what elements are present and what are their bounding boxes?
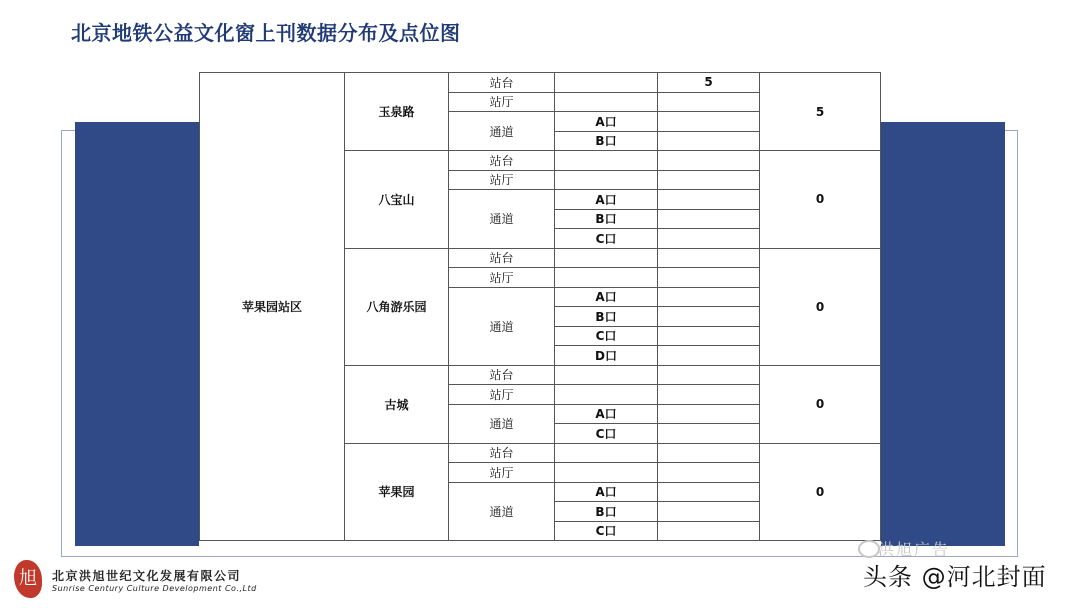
sub-location: 站厅 (449, 170, 555, 190)
exit-label (555, 151, 658, 171)
sub-location: 站厅 (449, 268, 555, 288)
count-cell (658, 424, 760, 444)
exit-label: B口 (555, 502, 658, 522)
station-total: 0 (760, 151, 881, 249)
station-total: 0 (760, 365, 881, 443)
station-name: 八宝山 (345, 151, 449, 249)
left-blue-band (75, 122, 199, 546)
exit-label: B口 (555, 307, 658, 327)
company-logo (14, 560, 304, 600)
sub-location: 站台 (449, 443, 555, 463)
sub-location: 通道 (449, 190, 555, 249)
exit-label (555, 92, 658, 112)
sub-location: 站台 (449, 365, 555, 385)
sub-location: 站厅 (449, 92, 555, 112)
sub-location: 通道 (449, 404, 555, 443)
sub-location: 站台 (449, 151, 555, 171)
station-name: 古城 (345, 365, 449, 443)
sub-location: 通道 (449, 482, 555, 541)
count-cell (658, 365, 760, 385)
exit-label (555, 443, 658, 463)
count-cell (658, 248, 760, 268)
sub-location: 站台 (449, 248, 555, 268)
right-blue-band (881, 122, 1005, 546)
count-cell (658, 385, 760, 405)
exit-label: A口 (555, 112, 658, 132)
count-cell: 5 (658, 73, 760, 93)
count-cell (658, 502, 760, 522)
count-cell (658, 346, 760, 366)
exit-label (555, 268, 658, 288)
exit-label (555, 170, 658, 190)
exit-label: C口 (555, 229, 658, 249)
count-cell (658, 287, 760, 307)
count-cell (658, 112, 760, 132)
logo-mark-icon: 旭 (14, 560, 42, 598)
page-title: 北京地铁公益文化窗上刊数据分布及点位图 (71, 21, 461, 45)
exit-label: A口 (555, 190, 658, 210)
count-cell (658, 151, 760, 171)
station-total: 0 (760, 443, 881, 541)
sub-location: 站台 (449, 73, 555, 93)
sub-location: 站厅 (449, 385, 555, 405)
count-cell (658, 307, 760, 327)
area-name: 苹果园站区 (200, 73, 345, 541)
count-cell (658, 463, 760, 483)
station-name: 苹果园 (345, 443, 449, 541)
exit-label: A口 (555, 287, 658, 307)
exit-label: C口 (555, 326, 658, 346)
count-cell (658, 229, 760, 249)
count-cell (658, 92, 760, 112)
exit-label (555, 73, 658, 93)
exit-label: A口 (555, 404, 658, 424)
company-name-en: Sunrise Century Culture Development Co.,Ltd (52, 584, 257, 593)
count-cell (658, 170, 760, 190)
station-total: 5 (760, 73, 881, 151)
exit-label: B口 (555, 131, 658, 151)
table-row (200, 73, 881, 93)
exit-label (555, 463, 658, 483)
exit-label: D口 (555, 346, 658, 366)
count-cell (658, 521, 760, 541)
count-cell (658, 268, 760, 288)
sub-location: 站厅 (449, 463, 555, 483)
count-cell (658, 131, 760, 151)
count-cell (658, 190, 760, 210)
exit-label: C口 (555, 521, 658, 541)
exit-label (555, 385, 658, 405)
exit-label: A口 (555, 482, 658, 502)
company-name-cn: 北京洪旭世纪文化发展有限公司 (52, 569, 242, 583)
station-name: 八角游乐园 (345, 248, 449, 365)
exit-label (555, 365, 658, 385)
station-name: 玉泉路 (345, 73, 449, 151)
count-cell (658, 482, 760, 502)
count-cell (658, 443, 760, 463)
data-table (199, 72, 881, 541)
count-cell (658, 326, 760, 346)
source-credit: 头条 @河北封面 (863, 563, 1047, 591)
sub-location: 通道 (449, 287, 555, 365)
count-cell (658, 209, 760, 229)
sub-location: 通道 (449, 112, 555, 151)
count-cell (658, 404, 760, 424)
watermark-text: 洪旭广告 (878, 540, 951, 559)
wechat-icon (858, 540, 880, 558)
exit-label (555, 248, 658, 268)
exit-label: B口 (555, 209, 658, 229)
exit-label: C口 (555, 424, 658, 444)
station-total: 0 (760, 248, 881, 365)
